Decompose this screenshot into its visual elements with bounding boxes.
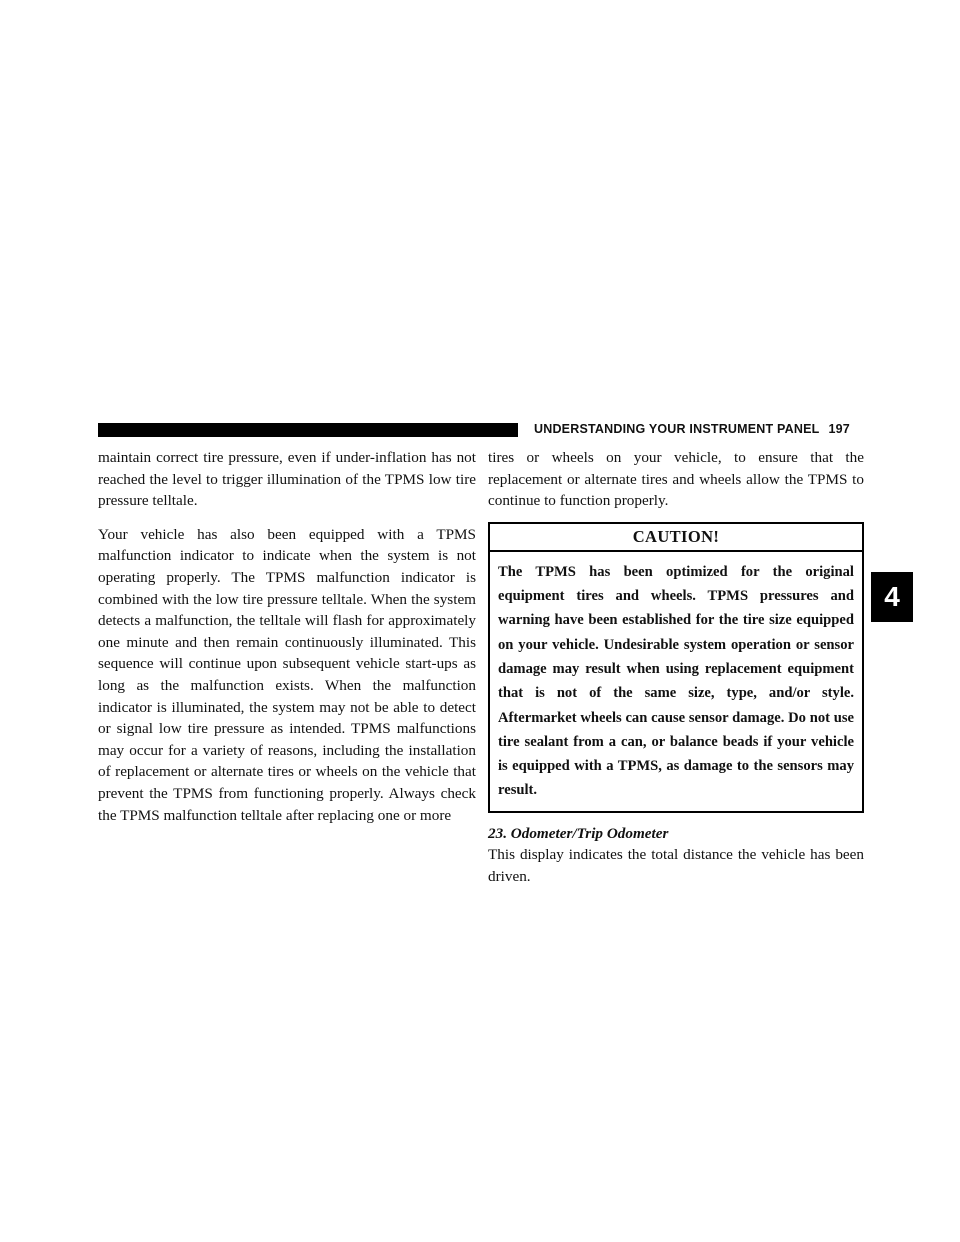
header-rule bbox=[98, 423, 518, 437]
continuation-paragraph: tires or wheels on your vehicle, to ensure that the replacement or alternate tires and wheels allow the TPMS to continue to function properly. bbox=[488, 449, 864, 510]
body-paragraph: Your vehicle has also been equipped with a TPMS malfunction indicator to indicate when the system is not operating properly. The TPMS malfunction indicator is combined with the low tire pressure telltale. When the system detects a malfunction, the telltale will flash for approximately one minute and then remain continuously illuminated. This sequence will continue upon subsequent vehicle start-ups as long as the malfunction exists. When the malfunction indicator is illuminated, the system may not be able to detect or signal low tire pressure as intended. TPMS malfunctions may occur for a variety of reasons, including the installation of replacement or alternate tires or wheels on the vehicle that prevent the TPMS from functioning properly. Always check the TPMS malfunction telltale after replacing one or more bbox=[98, 525, 476, 824]
page-number: 197 bbox=[828, 422, 850, 436]
section-paragraph: This display indicates the total distance the vehicle has been driven. bbox=[488, 846, 864, 885]
caution-box bbox=[488, 522, 864, 813]
left-column bbox=[98, 447, 476, 826]
header-section-title: UNDERSTANDING YOUR INSTRUMENT PANEL bbox=[534, 422, 820, 436]
caution-text: The TPMS has been optimized for the original equipment tires and wheels. TPMS pressures and warning have been established for the tire size equipped on your vehicle. Undesirable system operation or sensor damage may result when using replacement equipment that is not of the same size, type, and/or style. Aftermarket wheels can cause sensor damage. Do not use tire sealant from a can, or balance beads if your vehicle is equipped with a TPMS, as damage to the sensors may result. bbox=[498, 563, 854, 799]
body-paragraph: maintain correct tire pressure, even if under-inflation has not reached the level to trigger illumination of the TPMS low tire pressure telltale. bbox=[98, 449, 476, 510]
chapter-tab: 4 bbox=[871, 572, 913, 622]
right-column bbox=[488, 447, 864, 888]
section-heading: 23. Odometer/Trip Odometer bbox=[488, 824, 669, 842]
running-header bbox=[534, 419, 850, 439]
caution-title: CAUTION! bbox=[490, 524, 862, 552]
